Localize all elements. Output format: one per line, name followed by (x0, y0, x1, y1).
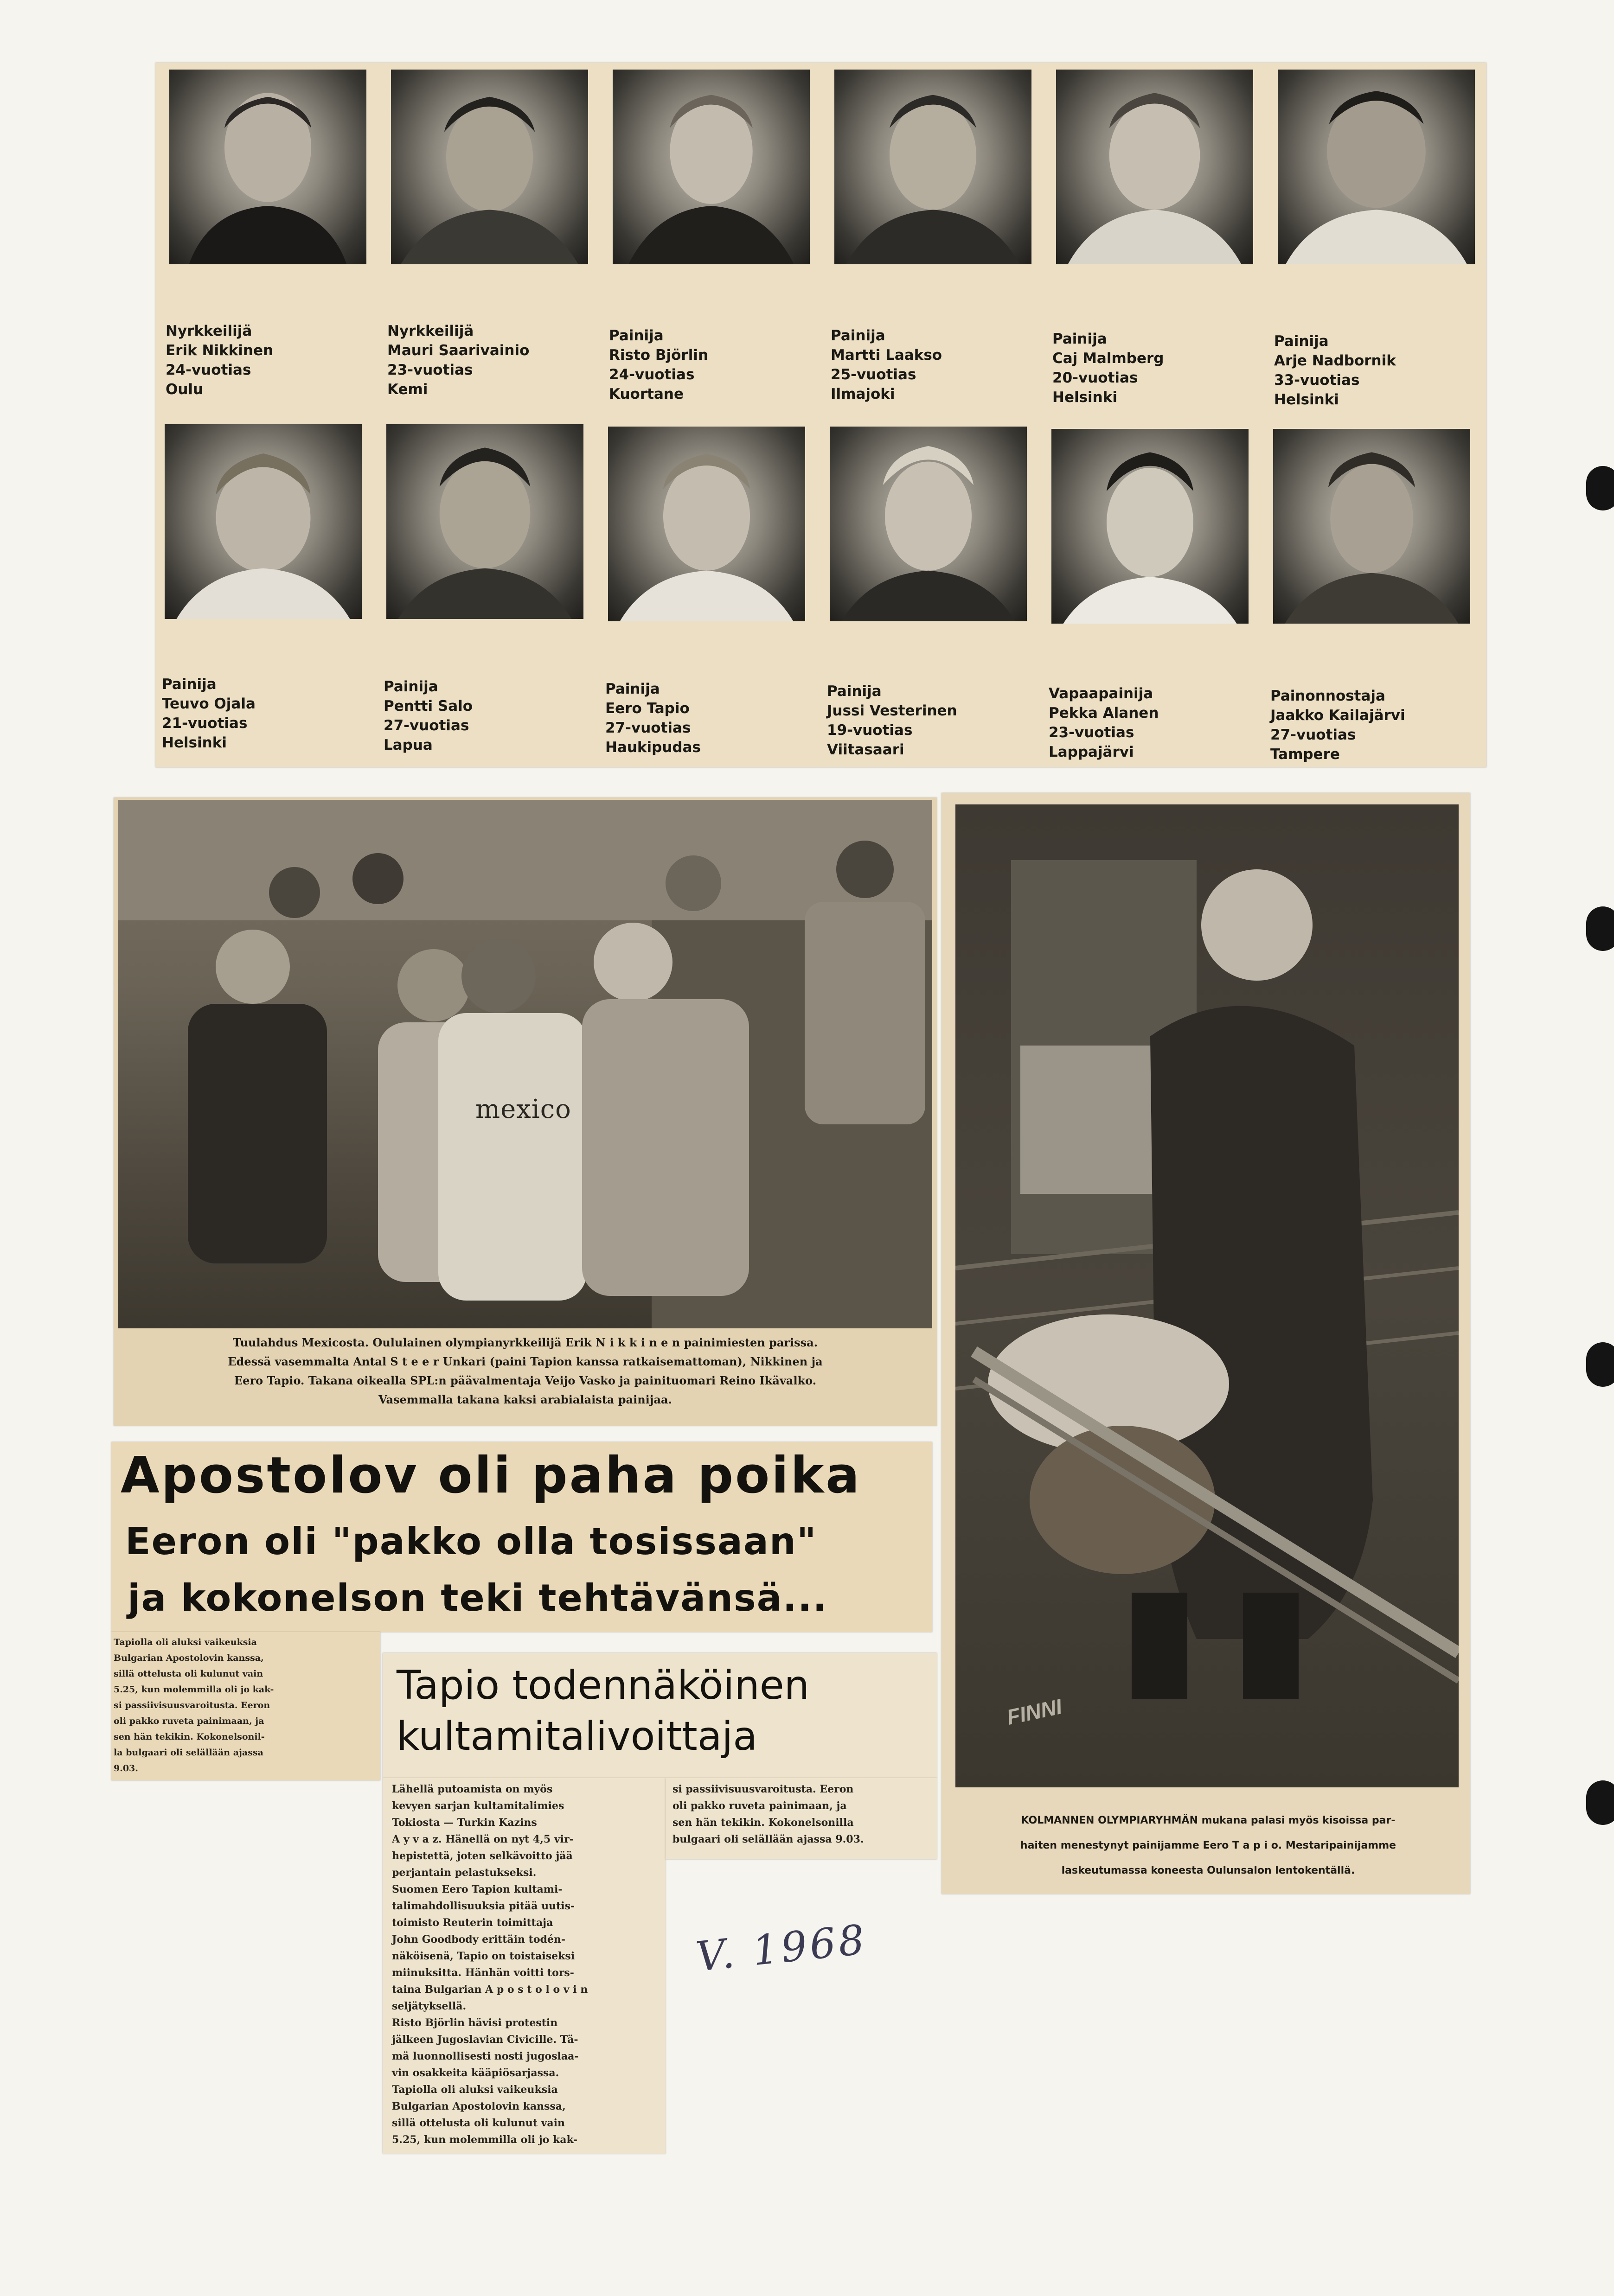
caption-line: Edessä vasemmalta Antal S t e e r Unkari (paini Tapion kanssa ratkaisemattoman), Nikkinen ja (228, 1355, 823, 1368)
article-tapio-header-clipping (383, 1653, 937, 1778)
portrait-photo (1278, 70, 1475, 264)
athlete-caption (609, 326, 806, 404)
athlete-caption (166, 321, 363, 399)
portrait-photo (608, 427, 805, 621)
text-line: hepistettä, joten selkävoitto jää (392, 1850, 573, 1862)
athlete-age: 27-vuotias (1270, 727, 1356, 743)
article-body (114, 1634, 378, 1776)
athlete-role: Painija (1274, 333, 1329, 350)
athlete-age: 23-vuotias (387, 362, 473, 378)
athlete-role: Painija (827, 683, 882, 700)
article-headline: Tapio todennäköinen (397, 1662, 810, 1709)
athlete-name: Pentti Salo (384, 698, 473, 714)
text-line: Risto Björlin hävisi protestin (392, 2017, 558, 2029)
text-line: kevyen sarjan kultamitalimies (392, 1800, 564, 1812)
text-line: perjantain pelastukseksi. (392, 1867, 537, 1879)
text-line: bulgaari oli selällään ajassa 9.03. (672, 1833, 864, 1845)
athlete-age: 25-vuotias (831, 366, 916, 383)
athlete-home: Haukipudas (605, 739, 701, 756)
caption-line: KOLMANNEN OLYMPIARYHMÄN mukana palasi myös kisoissa par- (1021, 1815, 1396, 1826)
portrait-photo (1051, 429, 1249, 624)
text-line: talimahdollisuuksia pitää uutis- (392, 1900, 575, 1912)
binder-hole (1586, 906, 1614, 951)
athlete-role: Painija (162, 676, 217, 693)
athlete-caption (1049, 684, 1246, 762)
athlete-home: Ilmajoki (831, 386, 895, 402)
text-line: toimisto Reuterin toimittaja (392, 1917, 553, 1929)
group-photo-caption (118, 1333, 932, 1409)
caption-line: laskeutumassa koneesta Oulunsalon lentokentällä. (1061, 1865, 1355, 1876)
article-tapio-col2-clipping (666, 1778, 937, 1859)
binder-hole (1586, 466, 1614, 510)
group-photo-clipping (114, 797, 937, 1426)
text-line: A y v a z. Hänellä on nyt 4,5 vir- (392, 1833, 574, 1845)
airport-photo (955, 804, 1459, 1787)
athlete-role: Painija (1052, 331, 1107, 347)
athlete-role: Nyrkkeilijä (166, 323, 252, 339)
athlete-caption (1274, 332, 1471, 409)
text-line: Lähellä putoamista on myös (392, 1783, 553, 1795)
athlete-name: Pekka Alanen (1049, 705, 1159, 721)
athlete-home: Helsinki (1274, 391, 1339, 408)
text-line: mä luonnollisesti nosti jugoslaa- (392, 2050, 579, 2062)
text-line: seljätyksellä. (392, 2000, 467, 2012)
athlete-age: 24-vuotias (166, 362, 251, 378)
text-line: 9.03. (114, 1763, 138, 1773)
athlete-age: 24-vuotias (609, 366, 695, 383)
article-body (392, 1781, 652, 2148)
caption-line: Tuulahdus Mexicosta. Oululainen olympianyrkkeilijä Erik N i k k i n e n painimiesten parissa. (232, 1336, 818, 1349)
text-line: oli pakko ruveta painimaan, ja (114, 1716, 264, 1726)
athlete-home: Kuortane (609, 386, 684, 402)
text-line: sillä ottelusta oli kulunut vain (392, 2117, 565, 2129)
portrait-photo (834, 70, 1031, 264)
text-line: 5.25, kun molemmilla oli jo kak- (392, 2134, 577, 2146)
athlete-caption (1270, 686, 1467, 764)
athlete-name: Martti Laakso (831, 347, 942, 364)
athlete-home: Kemi (387, 381, 428, 398)
athlete-home: Lapua (384, 737, 433, 753)
athlete-role: Painija (831, 327, 885, 344)
athlete-name: Teuvo Ojala (162, 695, 256, 712)
caption-line: haiten menestynyt painijamme Eero T a p i o. Mestaripainijamme (1020, 1840, 1396, 1851)
text-line: jälkeen Jugoslavian Civicille. Tä- (392, 2034, 578, 2046)
athlete-home: Viitasaari (827, 741, 904, 758)
athlete-caption (831, 326, 1028, 404)
text-line: oli pakko ruveta painimaan, ja (672, 1800, 847, 1812)
text-line: Tapiolla oli aluksi vaikeuksia (392, 2084, 558, 2096)
athlete-name: Jaakko Kailajärvi (1270, 707, 1405, 724)
athlete-age: 23-vuotias (1049, 724, 1134, 741)
binder-hole (1586, 1342, 1614, 1387)
athlete-home: Oulu (166, 381, 204, 398)
text-line: Bulgarian Apostolovin kanssa, (114, 1653, 264, 1663)
portrait-photo (386, 424, 583, 619)
portrait-photo (1056, 70, 1253, 264)
caption-line: Eero Tapio. Takana oikealla SPL:n päävalmentaja Veijo Vasko ja painituomari Reino Ikävalko. (234, 1374, 817, 1387)
article-subhead: Eeron oli "pakko olla tosissaan" (125, 1520, 817, 1563)
athlete-caption (1052, 329, 1249, 407)
athlete-home: Helsinki (162, 734, 227, 751)
text-line: Suomen Eero Tapion kultami- (392, 1883, 563, 1895)
handwritten-year-note: V. 1968 (693, 1915, 870, 1981)
binder-hole (1586, 1780, 1614, 1825)
athlete-role: Nyrkkeilijä (387, 323, 474, 339)
athlete-age: 27-vuotias (384, 717, 469, 734)
athlete-name: Eero Tapio (605, 700, 690, 717)
article-apostolov-body-clipping (111, 1632, 380, 1780)
portrait-photo (169, 70, 366, 264)
portrait-photo (830, 427, 1027, 621)
athlete-age: 20-vuotias (1052, 370, 1138, 386)
athlete-name: Jussi Vesterinen (827, 702, 957, 719)
athlete-role: Painija (384, 678, 438, 695)
text-line: vin osakkeita kääpiösarjassa. (392, 2067, 559, 2079)
athlete-role: Painija (605, 681, 660, 697)
text-line: 5.25, kun molemmilla oli jo kak- (114, 1684, 274, 1695)
athlete-portraits-clipping (155, 63, 1486, 767)
text-line: si passiivisuusvaroitusta. Eeron (672, 1783, 854, 1795)
airport-photo-clipping (942, 793, 1470, 1894)
athlete-role: Painija (609, 327, 664, 344)
athlete-caption (827, 682, 1024, 759)
athlete-home: Tampere (1270, 746, 1340, 763)
text-line: si passiivisuusvaroitusta. Eeron (114, 1700, 270, 1710)
article-subhead: ja kokonelson teki tehtävänsä... (128, 1576, 828, 1620)
athlete-age: 33-vuotias (1274, 372, 1360, 389)
airport-photo-caption (953, 1808, 1463, 1883)
athlete-name: Erik Nikkinen (166, 342, 274, 359)
article-headline: Apostolov oli paha poika (121, 1447, 862, 1505)
text-line: Bulgarian Apostolovin kanssa, (392, 2100, 566, 2112)
athlete-caption (384, 677, 581, 755)
group-photo (118, 800, 932, 1328)
athlete-name: Arje Nadbornik (1274, 352, 1396, 369)
athlete-role: Vapaapainija (1049, 685, 1153, 702)
athlete-home: Lappajärvi (1049, 744, 1134, 760)
text-line: näköisenä, Tapio on toistaiseksi (392, 1950, 575, 1962)
athlete-name: Mauri Saarivainio (387, 342, 530, 359)
athlete-caption (387, 321, 584, 399)
portrait-photo (613, 70, 810, 264)
text-line: Tokiosta — Turkin Kazins (392, 1817, 537, 1829)
caption-line: Vasemmalla takana kaksi arabialaista painijaa. (378, 1393, 672, 1406)
text-line: taina Bulgarian A p o s t o l o v i n (392, 1983, 588, 1996)
article-headline: kultamitalivoittaja (397, 1713, 757, 1760)
athlete-age: 27-vuotias (605, 720, 691, 736)
article-tapio-col1-clipping (383, 1778, 666, 2154)
athlete-home: Helsinki (1052, 389, 1117, 406)
athlete-caption (605, 679, 802, 757)
airplane-marking-text: FINNI (1004, 1694, 1064, 1729)
article-apostolov-clipping (111, 1442, 932, 1632)
text-line: la bulgaari oli selällään ajassa (114, 1748, 263, 1758)
text-line: Tapiolla oli aluksi vaikeuksia (114, 1637, 257, 1647)
portrait-photo (165, 424, 362, 619)
text-line: miinuksitta. Hänhän voitti tors- (392, 1967, 574, 1979)
athlete-caption (162, 675, 359, 753)
athlete-age: 21-vuotias (162, 715, 248, 732)
athlete-role: Painonnostaja (1270, 688, 1385, 704)
text-line: sillä ottelusta oli kulunut vain (114, 1669, 263, 1679)
athlete-age: 19-vuotias (827, 722, 913, 739)
portrait-photo (391, 70, 588, 264)
text-line: sen hän tekikin. Kokonelsonil- (114, 1732, 265, 1742)
athlete-name: Risto Björlin (609, 347, 709, 364)
text-line: John Goodbody erittäin todén- (392, 1933, 566, 1945)
article-body (672, 1781, 930, 1848)
portrait-photo (1273, 429, 1470, 624)
athlete-name: Caj Malmberg (1052, 350, 1164, 367)
text-line: sen hän tekikin. Kokonelsonilla (672, 1817, 854, 1829)
mexico-shirt-text: mexico (475, 1094, 571, 1124)
